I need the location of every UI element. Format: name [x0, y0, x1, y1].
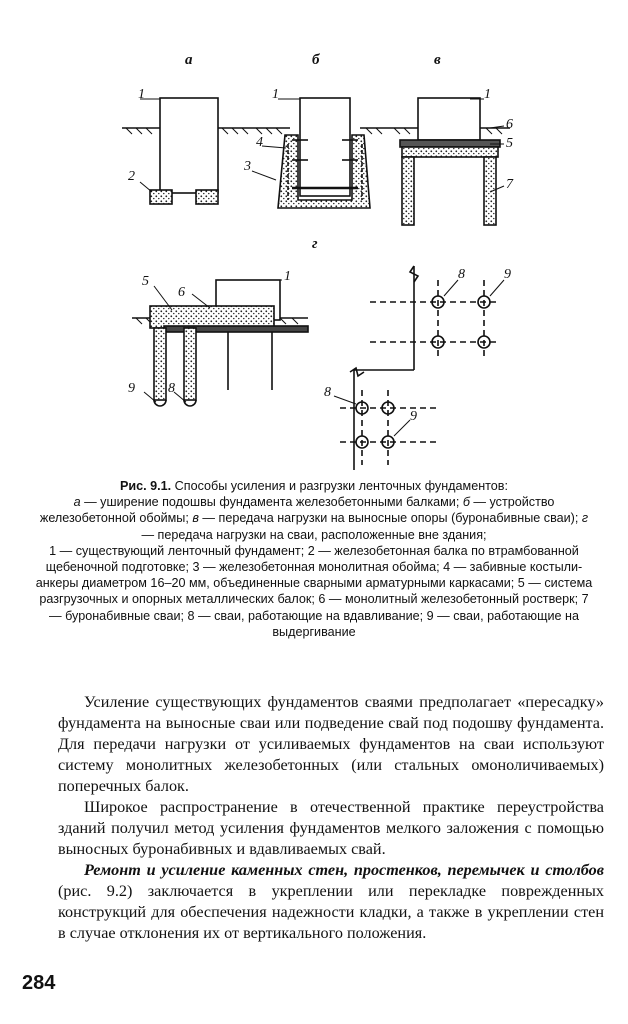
callout-v-7: 7: [506, 177, 513, 192]
caption-text-g: — передача нагрузки на сваи, расположенные вне здания;: [141, 527, 487, 542]
callout-g-9: 9: [128, 381, 135, 396]
panel-b-drawing: [252, 98, 390, 208]
callout-v-6: 6: [506, 117, 513, 132]
caption-text-b: — устройство железобетонной обоймы;: [39, 495, 555, 526]
caption-letter-v: в: [192, 511, 199, 526]
paragraph-3-rest: (рис. 9.2) заключается в укреплении или перекладке поврежденных конструкций для обеспечения надежности кладки, а также в укреплении стен в случае отклонения их от вертикального положения.: [58, 882, 604, 942]
callout-plan-9b: 9: [410, 409, 417, 424]
body-text: [58, 692, 604, 944]
callout-v-1: 1: [484, 87, 491, 102]
caption-title: Рис. 9.1.: [120, 479, 172, 493]
paragraph-2: Широкое распространение в отечественной практике переустройства зданий получил метод усиления фундаментов мелкого заложения с помощью выносных буронабивных и вдавливаемых свай.: [58, 798, 604, 858]
callout-a-1: 1: [138, 87, 145, 102]
caption-text-v: — передача нагрузки на выносные опоры (буронабивные сваи);: [198, 511, 582, 526]
panel-v-drawing: [390, 98, 510, 225]
callout-plan-8a: 8: [458, 267, 465, 282]
paragraph-1: Усиление существующих фундаментов сваями предполагает «пересадку» фундамента на выносные сваи или подведение свай под подошву фундамента. Для передачи нагрузки от усиливаемых фундаментов на сваи используют систему монолитных железобетонных (или стальных омоноличиваемых) поперечных балок.: [58, 693, 604, 795]
figure-9-1: [80, 40, 580, 470]
panel-label-v: в: [434, 52, 441, 68]
paragraph-3-lead: Ремонт и усиление каменных стен, простенков, перемычек и столбов: [84, 861, 604, 879]
caption-variants: [34, 494, 594, 543]
caption-legend: 1 — существующий ленточный фундамент; 2 — железобетонная балка по втрамбованной щебеночной подготовке; 3 — железобетонная монолитная обойма; 4 — забивные костыли-анкеры диаметром 16–20 мм, объединенные сварными арматурными каркасами; 5 — система разгрузочных и опорных металлических балок; 6 — монолитный железобетонный ростверк; 7 — буронабивные сваи; 8 — сваи, работающие на вдавливание; 9 — сваи, работающие на выдергивание: [35, 543, 593, 639]
panel-label-b: б: [312, 52, 320, 68]
caption-heading: [34, 478, 594, 494]
caption-letter-a: а: [73, 495, 81, 510]
foundation-drawings: [80, 40, 580, 470]
panel-label-a: а: [185, 52, 193, 68]
callout-plan-9a: 9: [504, 267, 511, 282]
panel-a-drawing: [122, 98, 252, 204]
callout-plan-8b: 8: [324, 385, 331, 400]
callout-b-1: 1: [272, 87, 279, 102]
caption-text-a: — уширение подошвы фундамента железобетонными балками;: [80, 495, 460, 510]
paragraph-3: [58, 860, 604, 944]
caption-letter-g: г: [581, 511, 589, 526]
callout-a-2: 2: [128, 169, 135, 184]
panel-g-plan: [334, 266, 504, 470]
callout-g-1: 1: [284, 269, 291, 284]
panel-g-section: [132, 280, 308, 406]
caption-letter-b: б: [462, 495, 470, 510]
callout-b-3: 3: [244, 159, 251, 174]
callout-b-4: 4: [256, 135, 263, 150]
figure-caption: [34, 478, 594, 640]
callout-g-6: 6: [178, 285, 185, 300]
callout-g-5: 5: [142, 274, 149, 289]
panel-label-g: г: [312, 236, 318, 252]
callout-g-8: 8: [168, 381, 175, 396]
callout-v-5: 5: [506, 136, 513, 151]
caption-title-rest: Способы усиления и разгрузки ленточных фундаментов:: [171, 479, 508, 493]
page-number: 284: [22, 972, 56, 994]
